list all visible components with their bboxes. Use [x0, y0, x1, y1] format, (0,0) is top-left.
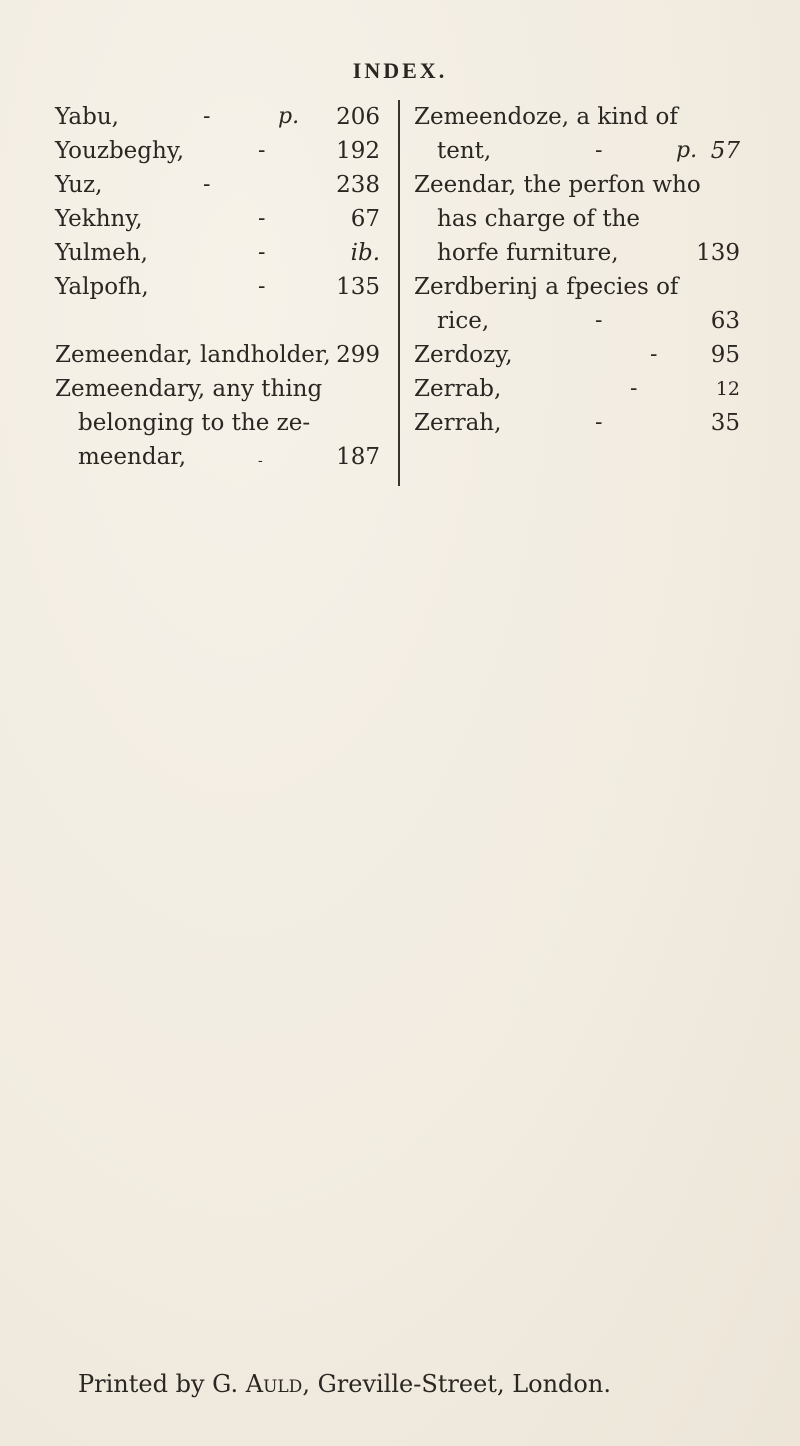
page-number: 35: [710, 410, 740, 436]
index-term: Yabu,: [55, 104, 119, 130]
leader-dash: -: [258, 240, 266, 265]
page-marker: p.: [278, 104, 300, 129]
index-term: Zemeendoze, a kind of: [414, 104, 678, 130]
imprint-prefix: Printed by G.: [78, 1370, 239, 1398]
index-term-continuation: horfe furniture,: [437, 240, 619, 266]
imprint-address: Greville-Street, London.: [317, 1370, 611, 1398]
index-term: Zerrah,: [414, 410, 502, 436]
index-term-continuation: rice,: [437, 308, 490, 334]
index-term: Zerrab,: [414, 376, 502, 402]
index-term: Yalpofh,: [55, 274, 149, 300]
index-term: Zerdozy,: [414, 342, 513, 368]
index-term-continuation: has charge of the: [437, 206, 641, 232]
index-term: Zemeendary, any thing: [55, 376, 323, 402]
printer-imprint: [78, 1370, 611, 1398]
leader-dash: -: [258, 138, 266, 163]
leader-dash: -: [595, 138, 603, 163]
leader-dash: -: [203, 172, 211, 197]
page-number: 299: [336, 342, 380, 368]
index-term-continuation: meendar,: [78, 444, 187, 470]
index-term: Yuz,: [55, 172, 103, 198]
index-term: Zeendar, the perfon who: [414, 172, 701, 198]
page-number: 57: [710, 138, 740, 164]
leader-dash: -: [595, 410, 603, 435]
page-title: INDEX.: [352, 58, 448, 83]
leader-dash: -: [595, 308, 603, 333]
leader-dash: -: [650, 342, 658, 367]
page-number: 12: [715, 378, 740, 400]
index-term-continuation: tent,: [437, 138, 492, 164]
index-term: Yulmeh,: [55, 240, 148, 266]
printer-name: Auld,: [245, 1370, 310, 1398]
page-number: 206: [336, 104, 380, 130]
page-number: 67: [350, 206, 380, 232]
index-term: Zerdberinj a fpecies of: [414, 274, 679, 300]
index-term-continuation: belonging to the ze-: [78, 410, 311, 436]
page-number: 238: [336, 172, 380, 198]
column-divider: [398, 100, 400, 486]
page-marker: p.: [676, 138, 698, 163]
leader-dash: -: [258, 274, 266, 299]
leader-dash: -: [203, 104, 211, 129]
index-term: Yekhny,: [55, 206, 143, 232]
page-number: ib.: [350, 240, 380, 266]
leader-dash: -: [258, 453, 263, 469]
page-number: 187: [336, 444, 380, 470]
page-number: 139: [696, 240, 740, 266]
index-term: Zemeendar, landholder,: [55, 342, 331, 368]
leader-dash: -: [258, 206, 266, 231]
page-number: 63: [710, 308, 740, 334]
page-number: 192: [336, 138, 380, 164]
page-number: 135: [336, 274, 380, 300]
index-term: Youzbeghy,: [55, 138, 185, 164]
page-number: 95: [710, 342, 740, 368]
leader-dash: -: [630, 376, 638, 401]
